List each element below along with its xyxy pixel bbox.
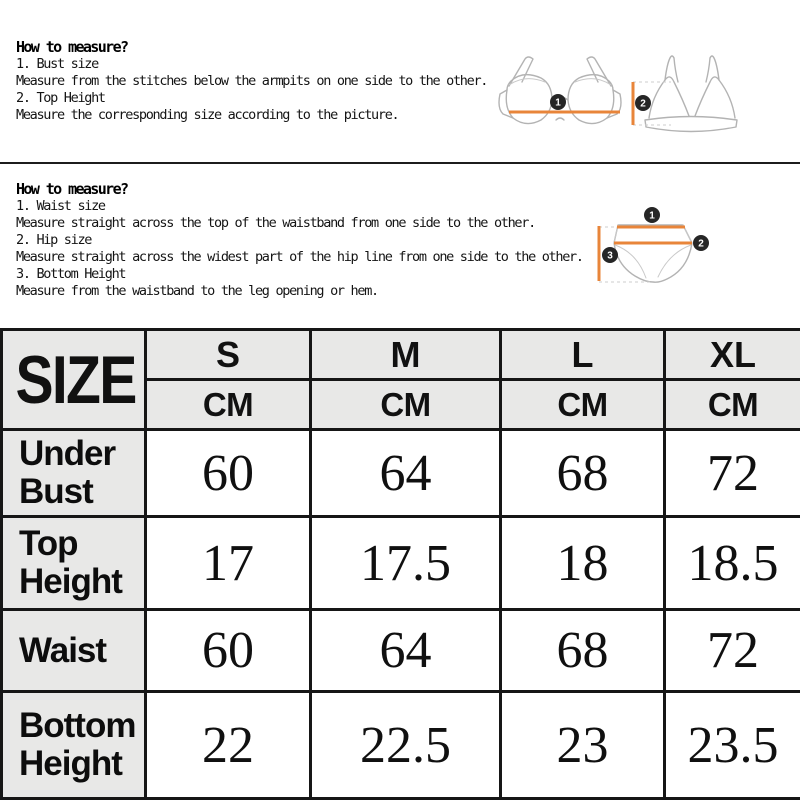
row-label: Under Bust (2, 430, 146, 517)
badge-2-label: 2 (640, 98, 646, 110)
unit-cell: CM (146, 380, 311, 430)
table-row-waist (2, 610, 800, 692)
badge-3-label: 3 (607, 250, 613, 262)
size-header-row (2, 330, 800, 380)
panty-outline (614, 225, 692, 282)
measure-instruction: Measure straight across the widest part of the hip line from one side to the other. (16, 249, 583, 265)
measure-section-top (16, 39, 487, 124)
bralette-band (645, 117, 737, 132)
row-label: Waist (2, 610, 146, 692)
bralette-left-cup (649, 77, 689, 118)
size-col-xl: XL (665, 330, 800, 380)
cell-value: 68 (501, 430, 665, 517)
cell-value: 18 (501, 517, 665, 610)
bra-left-strap (509, 57, 533, 86)
cell-value: 72 (665, 430, 800, 517)
table-corner-cell (2, 330, 146, 430)
unit-cell: CM (665, 380, 800, 430)
badge-2-label: 2 (698, 238, 704, 250)
bralette-illustration-icon (625, 52, 740, 137)
measure-step: 1. Bust size (16, 56, 98, 72)
size-table (0, 328, 800, 800)
size-col-s: S (146, 330, 311, 380)
unit-cell: CM (501, 380, 665, 430)
cell-value: 64 (311, 610, 501, 692)
badge-1-label: 1 (555, 97, 561, 109)
measure-step: 2. Hip size (16, 232, 92, 248)
section-heading: How to measure? (16, 38, 128, 56)
cell-value: 22 (146, 692, 311, 799)
section-heading: How to measure? (16, 180, 128, 198)
measure-instruction: Measure the corresponding size according to the picture. (16, 107, 399, 123)
measure-instruction: Measure from the stitches below the armpits on one side to the other. (16, 73, 488, 89)
badge-1-label: 1 (649, 210, 655, 222)
measure-section-bottom (16, 181, 583, 300)
measure-step: 3. Bottom Height (16, 266, 126, 282)
cell-value: 18.5 (665, 517, 800, 610)
cell-value: 64 (311, 430, 501, 517)
measure-instruction: Measure straight across the top of the waistband from one side to the other. (16, 215, 535, 231)
cell-value: 23.5 (665, 692, 800, 799)
bra-cup-seams (509, 79, 611, 85)
size-col-l: L (501, 330, 665, 380)
table-row-bottom-height (2, 692, 800, 799)
row-label: Top Height (2, 517, 146, 610)
panty-illustration-icon (585, 195, 715, 295)
cell-value: 68 (501, 610, 665, 692)
size-col-m: M (311, 330, 501, 380)
row-label: Bottom Height (2, 692, 146, 799)
measure-step: 2. Top Height (16, 90, 105, 106)
table-row-top-height (2, 517, 800, 610)
cell-value: 17.5 (311, 517, 501, 610)
size-title: SIZE (15, 341, 136, 418)
unit-cell: CM (311, 380, 501, 430)
cell-value: 22.5 (311, 692, 501, 799)
bra-right-strap (587, 57, 611, 86)
section-divider (0, 162, 800, 164)
measure-step: 1. Waist size (16, 198, 105, 214)
cell-value: 72 (665, 610, 800, 692)
bra-illustration-icon (495, 50, 625, 145)
bralette-right-cup (695, 77, 735, 118)
cell-value: 60 (146, 430, 311, 517)
cell-value: 60 (146, 610, 311, 692)
cell-value: 17 (146, 517, 311, 610)
table-row-under-bust (2, 430, 800, 517)
cell-value: 23 (501, 692, 665, 799)
measure-instruction: Measure from the waistband to the leg opening or hem. (16, 283, 378, 299)
